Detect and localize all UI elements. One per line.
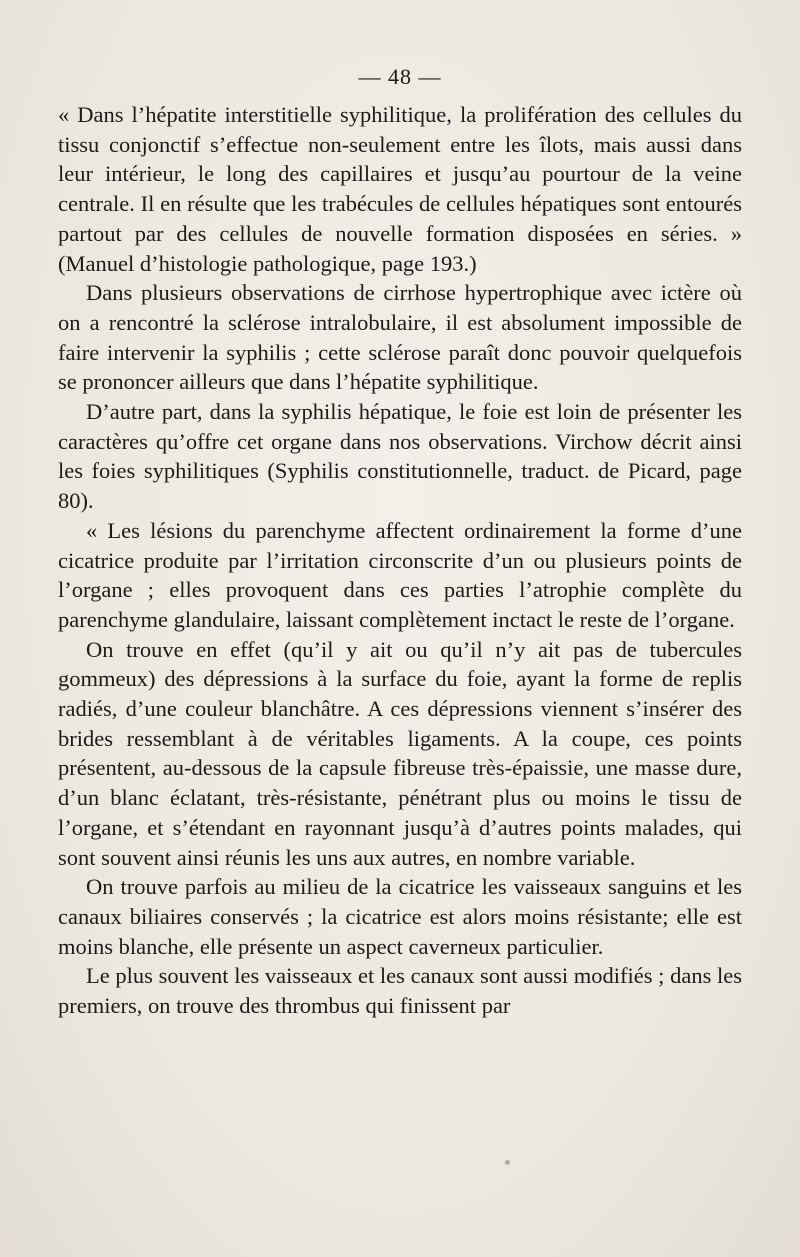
- ink-speck: [505, 1160, 510, 1165]
- paragraph-quote-hepatite: « Dans l’hépatite interstitielle syphilitique, la prolifération des cellules du tissu conjonctif s’effectue non-seulement entre les îlots, mais aussi dans leur intérieur, le long des capillaires et jusqu’au pourtour de la veine centrale. Il en résulte que les trabécules de cellules hépatiques sont entourés partout par des cellules de nouvelle formation disposées en séries. » (Manuel d’histologie pathologique, page 193.): [58, 102, 742, 276]
- paragraph-cicatrice: On trouve parfois au milieu de la cicatrice les vaisseaux sanguins et les canaux biliaires conservés ; la cicatrice est alors moins résistante; elle est moins blanche, elle présente un aspect caverneux particulier.: [58, 874, 742, 959]
- paragraph-sclerose: Dans plusieurs observations de cirrhose hypertrophique avec ictère où on a rencontré la sclérose intralobulaire, il est absolument impossible de faire intervenir la syphilis ; cette sclérose paraît donc pouvoir quelquefois se prononcer ailleurs que dans l’hépatite syphilitique.: [58, 280, 742, 395]
- body-text: [58, 100, 742, 1021]
- paragraph-virchow: D’autre part, dans la syphilis hépatique, le foie est loin de présenter les caractères qu’offre cet organe dans nos observations. Virchow décrit ainsi les foies syphilitiques (Syphilis constitutionnelle, traduct. de Picard, page 80).: [58, 399, 742, 514]
- paragraph-lesions-parenchyme: « Les lésions du parenchyme affectent ordinairement la forme d’une cicatrice produite par l’irritation circonscrite d’un ou plusieurs points de l’organe ; elles provoquent dans ces parties l’atrophie complète du parenchyme glandulaire, laissant complètement inctact le reste de l’organe.: [58, 517, 742, 632]
- page-number: — 48 —: [358, 64, 442, 89]
- paragraph-depressions: On trouve en effet (qu’il y ait ou qu’il n’y ait pas de tubercules gommeux) des dépressions à la surface du foie, ayant la forme de replis radiés, d’une couleur blanchâtre. A ces dépressions viennent s’insérer des brides ressemblant à de véritables ligaments. A la coupe, ces points présentent, au-dessous de la capsule fibreuse très-épaissie, une masse dure, d’un blanc éclatant, très-résistante, pénétrant plus ou moins le tissu de l’organe, et s’étendant en rayonnant jusqu’à d’autres points malades, qui sont souvent ainsi réunis les uns aux autres, en nombre variable.: [58, 636, 742, 870]
- paragraph-vaisseaux: Le plus souvent les vaisseaux et les canaux sont aussi modifiés ; dans les premiers, on trouve des thrombus qui finissent par: [58, 963, 742, 1019]
